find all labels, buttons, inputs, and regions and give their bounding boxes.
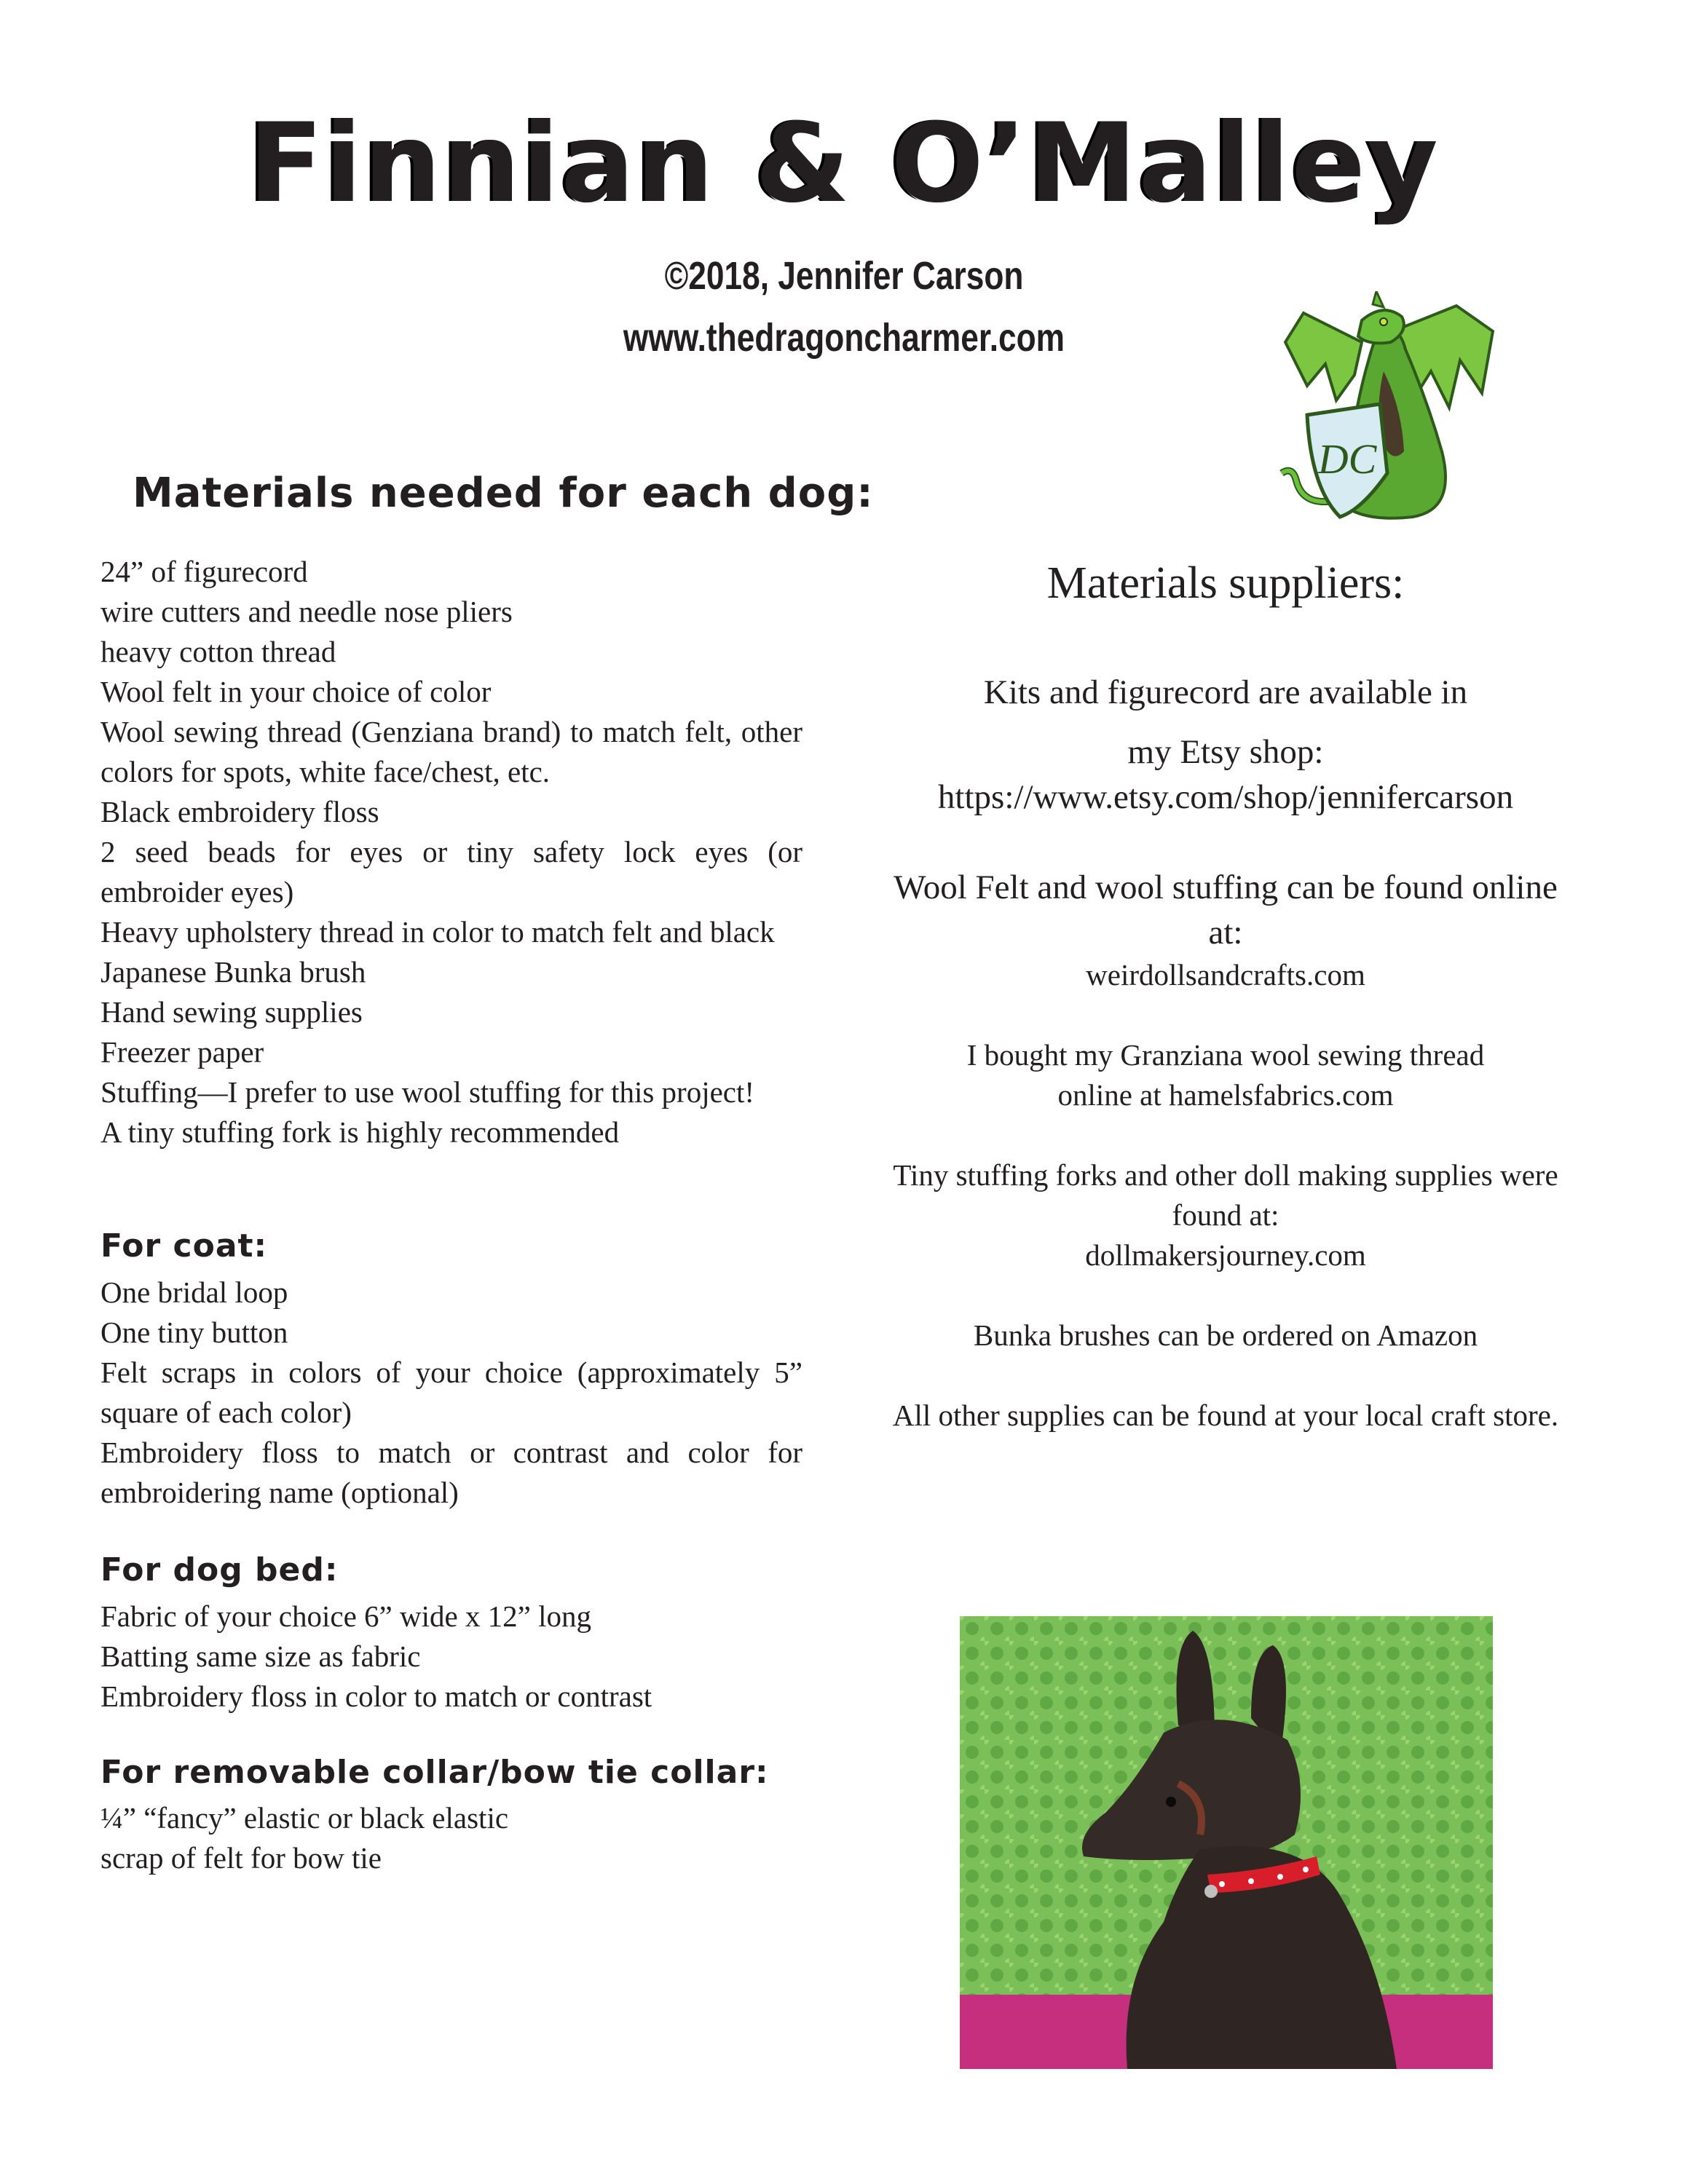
list-item: Fabric of your choice 6” wide x 12” long	[100, 1599, 592, 1633]
list-item: ¼” “fancy” elastic or black elastic	[100, 1801, 509, 1835]
felt-line: Wool Felt and wool stuffing can be found online	[894, 869, 1558, 906]
etsy-link[interactable]: https://www.etsy.com/shop/jennifercarson	[937, 778, 1514, 816]
list-item: Heavy upholstery thread in color to match felt and black	[100, 915, 775, 949]
collar-list	[100, 1798, 802, 1878]
logo-monogram: DC	[1317, 435, 1377, 483]
materials-list	[100, 552, 802, 1152]
list-item: Felt scraps in colors of your choice (approximately 5” square of each color)	[100, 1356, 802, 1429]
forks-line: Tiny stuffing forks and other doll making supplies were	[893, 1158, 1558, 1192]
list-item: scrap of felt for bow tie	[100, 1841, 382, 1875]
list-item: Japanese Bunka brush	[100, 955, 366, 989]
page-title: Finnian & O’Malley	[248, 100, 1440, 227]
materials-heading: Materials needed for each dog:	[133, 470, 874, 517]
dragon-logo	[1274, 291, 1507, 531]
suppliers-title: Materials suppliers:	[1046, 558, 1405, 608]
list-item: Black embroidery floss	[100, 795, 379, 828]
copyright-line: ©2018, Jennifer Carson	[664, 254, 1024, 298]
bunka-line: Bunka brushes can be ordered on Amazon	[973, 1318, 1478, 1352]
list-item: Wool felt in your choice of color	[100, 675, 492, 708]
suppliers-section	[851, 670, 1601, 1436]
list-item: heavy cotton thread	[100, 635, 336, 668]
list-item: Embroidery floss in color to match or contrast	[100, 1679, 652, 1713]
other-supplies-line: All other supplies can be found at your local craft store.	[892, 1398, 1559, 1432]
list-item: Wool sewing thread (Genziana brand) to match felt, other colors for spots, white face/chest, etc.	[100, 715, 802, 788]
list-item: wire cutters and needle nose pliers	[100, 595, 513, 628]
list-item: One tiny button	[100, 1315, 288, 1349]
bed-heading: For dog bed:	[100, 1551, 339, 1588]
dragon-icon	[1282, 291, 1493, 518]
collar-heading: For removable collar/bow tie collar:	[100, 1754, 769, 1791]
list-item: Batting same size as fabric	[100, 1639, 421, 1673]
dollmakers-link[interactable]: dollmakersjourney.com	[1085, 1238, 1366, 1272]
website-link[interactable]: www.thedragoncharmer.com	[623, 316, 1065, 360]
kits-line: my Etsy shop:	[1127, 733, 1324, 771]
kits-line: Kits and figurecord are available in	[983, 673, 1468, 711]
list-item: 2 seed beads for eyes or tiny safety lock eyes (or embroider eyes)	[100, 835, 802, 909]
list-item: Stuffing—I prefer to use wool stuffing for this project!	[100, 1075, 755, 1109]
coat-list	[100, 1273, 802, 1513]
list-item: 24” of figurecord	[100, 555, 308, 588]
coat-heading: For coat:	[100, 1227, 268, 1265]
thread-line: online at hamelsfabrics.com	[1057, 1078, 1394, 1112]
list-item: Embroidery floss to match or contrast and color for embroidering name (optional)	[100, 1436, 802, 1509]
dog-photo	[960, 1616, 1493, 2069]
weirdolls-link[interactable]: weirdollsandcrafts.com	[1086, 958, 1365, 992]
list-item: Hand sewing supplies	[100, 995, 363, 1029]
bed-list	[100, 1597, 802, 1717]
list-item: One bridal loop	[100, 1275, 288, 1309]
felt-line: at:	[1208, 914, 1243, 951]
forks-line: found at:	[1172, 1198, 1279, 1232]
list-item: A tiny stuffing fork is highly recommended	[100, 1115, 620, 1149]
list-item: Freezer paper	[100, 1035, 264, 1069]
thread-line: I bought my Granziana wool sewing thread	[966, 1038, 1485, 1072]
